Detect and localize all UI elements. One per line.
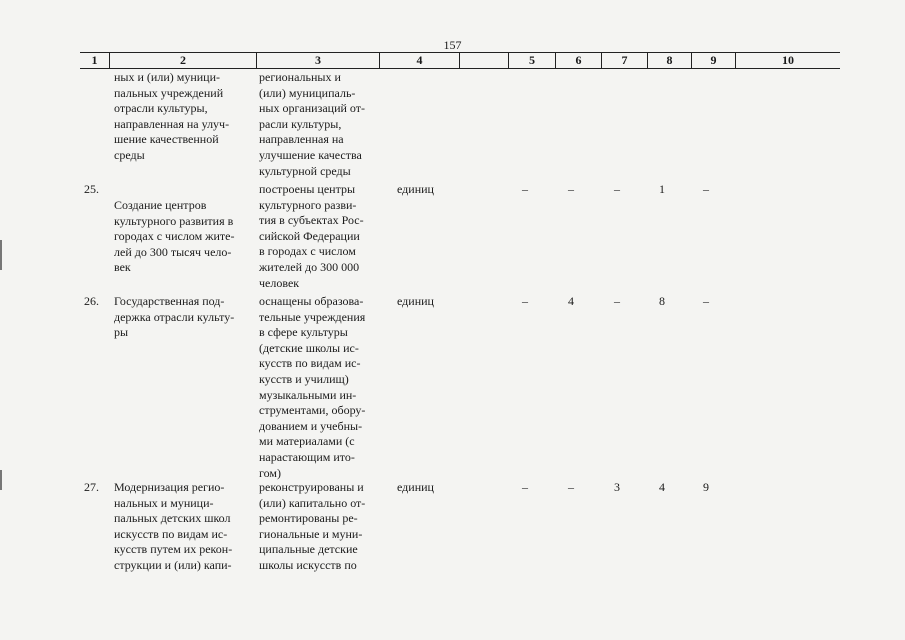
row-number: 25.	[84, 182, 99, 196]
row-unit-cell: единиц	[397, 480, 434, 494]
row-value-col6: –	[568, 480, 574, 494]
table-header	[80, 52, 840, 69]
row-unit-cell: единиц	[397, 182, 434, 196]
row-number: 26.	[84, 294, 99, 308]
row-value-col5: –	[522, 294, 528, 308]
column-header: 2	[180, 53, 186, 67]
row-value-col9: 9	[703, 480, 709, 494]
column-divider	[459, 53, 460, 68]
row-value-col8: 8	[659, 294, 665, 308]
row-value-col8: 1	[659, 182, 665, 196]
row-value-col6: 4	[568, 294, 574, 308]
page-number: 157	[443, 38, 462, 52]
row-number: 27.	[84, 480, 99, 494]
column-header: 7	[621, 53, 628, 67]
row-indicator-cell: построены центры культурного разви- тия в субъектах Рос- сийской Федерации в городах с числом жителей до 300 000 человек	[259, 182, 364, 290]
column-header: 9	[710, 53, 717, 67]
row-event-cell: Создание центров культурного развития в городах с числом жите- лей до 300 тысяч чело- век	[114, 198, 235, 275]
row-value-col7: –	[614, 182, 620, 196]
row-value-col5: –	[522, 480, 528, 494]
row-value-col5: –	[522, 182, 528, 196]
row-value-col6: –	[568, 182, 574, 196]
row-event-cell: ных и (или) муници- пальных учреждений отрасли культуры, направленная на улуч- шение качественной среды	[114, 70, 230, 162]
row-value-col8: 4	[659, 480, 665, 494]
column-header: 1	[91, 53, 98, 67]
scan-edge-mark	[0, 470, 2, 490]
column-header: 3	[315, 53, 321, 67]
column-header: 10	[782, 53, 794, 67]
row-value-col9: –	[703, 182, 709, 196]
row-value-col7: 3	[614, 480, 620, 494]
row-event-cell: Модернизация регио- нальных и муници- пальных детских школ искусств по видам ис- кусств путем их рекон- струкции и (или) капи-	[114, 480, 233, 572]
row-unit-cell: единиц	[397, 294, 434, 308]
row-indicator-cell: реконструированы и (или) капитально от- ремонтированы ре- гиональные и муни- ципальные детские школы искусств по	[259, 480, 366, 572]
row-value-col9: –	[703, 294, 709, 308]
column-header: 6	[575, 53, 582, 67]
row-indicator-cell: оснащены образова- тельные учреждения в сфере культуры (детские школы ис- кусств по видам ис- кусств и училищ) музыкальными ин- струментами, обору- дованием и учебны- ми материалами (с нарастающим ито- гом)	[259, 294, 366, 480]
row-value-col7: –	[614, 294, 620, 308]
scan-edge-mark	[0, 240, 2, 270]
row-event-cell: Государственная под- держка отрасли культу- ры	[114, 294, 235, 340]
row-indicator-cell: региональных и (или) муниципаль- ных организаций от- расли культуры, направленная на улучшение качества культурной среды	[259, 70, 365, 178]
column-header: 4	[416, 53, 423, 67]
column-header: 8	[666, 53, 673, 67]
column-header: 5	[529, 53, 535, 67]
